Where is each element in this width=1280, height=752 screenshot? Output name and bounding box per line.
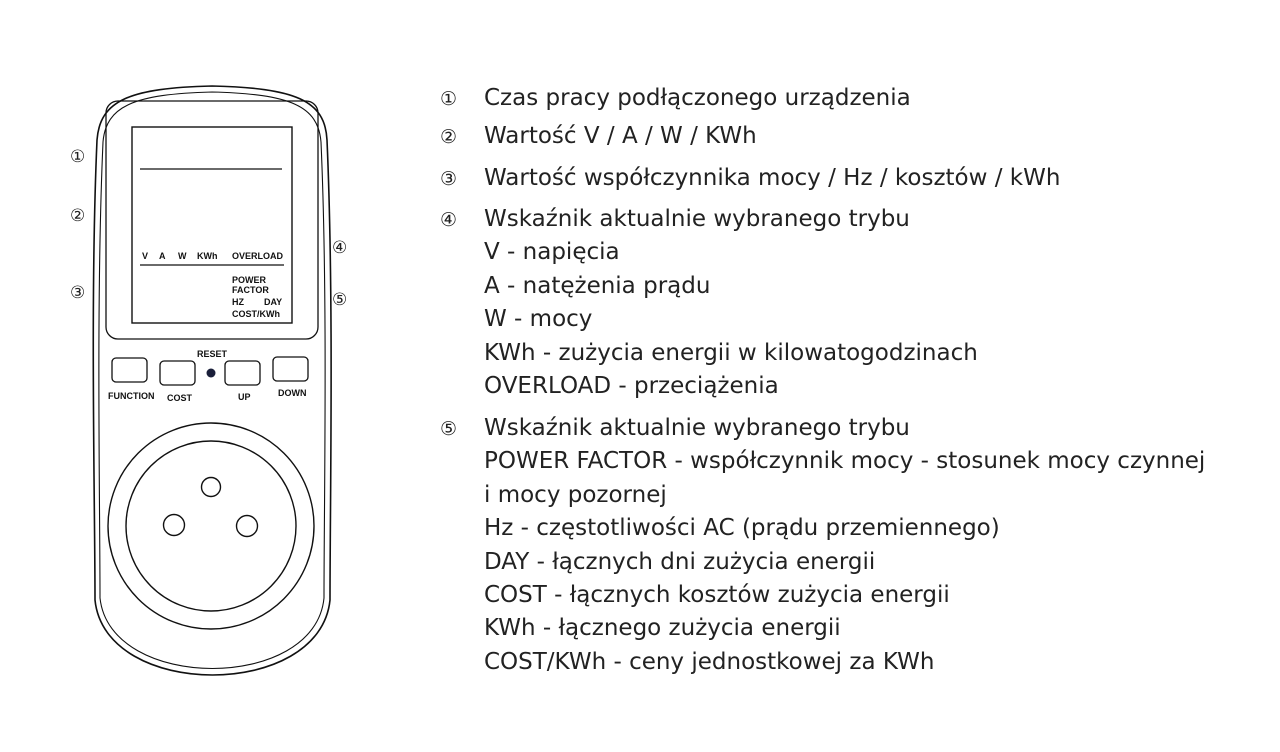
function-label: FUNCTION <box>108 391 155 401</box>
legend-line: Wartość V / A / W / KWh <box>484 123 757 149</box>
callout-2: ② <box>70 206 86 226</box>
legend-number: ⑤ <box>440 418 458 440</box>
lcd-label-hz: HZ <box>232 297 244 307</box>
lcd-label-factor: FACTOR <box>232 285 269 295</box>
callout-1: ① <box>70 147 86 167</box>
lcd-label-a: A <box>159 251 166 261</box>
legend-entry-3 <box>440 162 1060 195</box>
cost-label: COST <box>167 393 193 403</box>
legend-line: COST/KWh - ceny jednostkowej za KWh <box>484 648 935 675</box>
legend-number: ② <box>440 126 458 148</box>
function-button[interactable] <box>112 358 147 382</box>
legend-number: ① <box>440 88 458 110</box>
callout-5: ⑤ <box>332 290 348 310</box>
reset-label: RESET <box>197 349 228 359</box>
up-button[interactable] <box>225 361 260 385</box>
lcd-label-overload: OVERLOAD <box>232 251 284 261</box>
legend-line: OVERLOAD - przeciążenia <box>484 373 779 400</box>
lcd-label-kwh: KWh <box>197 251 218 261</box>
lcd-label-power: POWER <box>232 275 267 285</box>
up-label: UP <box>238 392 251 402</box>
reset-button[interactable] <box>207 369 216 378</box>
legend-line: DAY - łącznych dni zużycia energii <box>484 548 876 575</box>
legend-number: ④ <box>440 209 458 231</box>
callout-3: ③ <box>70 283 86 303</box>
lcd-label-w: W <box>178 251 187 261</box>
device-inner-outline <box>99 92 325 669</box>
cost-button[interactable] <box>160 361 195 385</box>
lcd-label-day: DAY <box>264 297 283 307</box>
legend-line: W - mocy <box>484 306 593 333</box>
legend-entry-4 <box>440 203 978 403</box>
legend-entry-2 <box>440 120 757 153</box>
socket-outer-ring <box>108 423 314 629</box>
lcd-label-v: V <box>142 251 149 261</box>
legend-line: i mocy pozornej <box>484 481 667 508</box>
legend-line: COST - łącznych kosztów zużycia energii <box>484 582 950 609</box>
legend-entry-1 <box>440 82 911 115</box>
down-label: DOWN <box>278 388 307 398</box>
legend-line: Wskaźnik aktualnie wybranego trybu <box>484 415 910 441</box>
lcd-frame <box>106 101 318 339</box>
lcd-label-cost-kwh: COST/KWh <box>232 309 280 319</box>
legend-line: Hz - częstotliwości AC (prądu przemiennego) <box>484 515 1000 542</box>
legend-line: Czas pracy podłączonego urządzenia <box>484 85 911 111</box>
legend-line: Wartość współczynnika mocy / Hz / kosztów / kWh <box>484 165 1061 191</box>
socket-earth-pin <box>202 478 221 497</box>
legend-entry-5 <box>440 412 1205 679</box>
callout-4: ④ <box>332 238 348 258</box>
legend-line: POWER FACTOR - współczynnik mocy - stosunek mocy czynnej <box>484 448 1206 475</box>
down-button[interactable] <box>273 357 308 381</box>
legend-line: Wskaźnik aktualnie wybranego trybu <box>484 206 910 232</box>
legend-line: A - natężenia prądu <box>484 272 711 299</box>
legend-number: ③ <box>440 168 458 190</box>
socket-right-hole <box>237 516 258 537</box>
power-meter-device <box>0 0 400 752</box>
legend-line: KWh - łącznego zużycia energii <box>484 615 841 642</box>
socket-inner-ring <box>126 441 296 611</box>
legend-line: KWh - zużycia energii w kilowatogodzinach <box>484 339 978 366</box>
socket-left-hole <box>164 515 185 536</box>
legend-line: V - napięcia <box>484 239 620 266</box>
